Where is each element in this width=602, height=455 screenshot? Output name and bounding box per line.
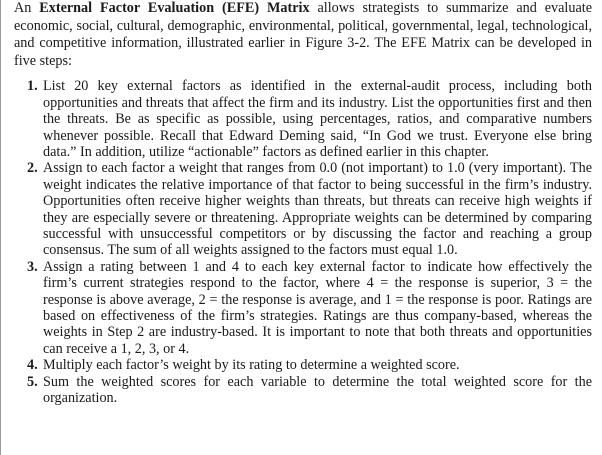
step-item-2 (27, 160, 592, 258)
step-item-5 (27, 374, 592, 407)
step-number: 2. (27, 160, 38, 177)
step-number: 5. (27, 373, 38, 390)
step-item-3 (27, 259, 592, 357)
intro-paragraph (14, 0, 592, 70)
step-number: 4. (27, 357, 38, 374)
intro-prefix: An (14, 0, 40, 16)
step-text: Multiply each factor’s weight by its rating to determine a weighted score. (43, 357, 460, 374)
step-text: Assign to each factor a weight that ranges from 0.0 (not important) to 1.0 (very important). The weight indicates the relative importance of that factor to being successful in the firm’s industry. Opportunities often receive higher weights than threats, but threats can receive high weights if they are especially severe or threatening. Appropriate weights can be determined by comparing successful with unsuccessful competitors or by discussing the factor and reaching a group consensus. The sum of all weights assigned to the factors must equal 1.0. (43, 160, 592, 259)
step-text: Assign a rating between 1 and 4 to each key external factor to indicate how effectively the firm’s current strategies respond to the factor, where 4 = the response is superior, 3 = the response is above average, 2 = the response is average, and 1 = the response is poor. Ratings are based on effectiveness of the firm’s strategies. Ratings are thus company-based, whereas the weights in Step 2 are industry-based. It is important to note that both threats and opportunities can receive a 1, 2, 3, or 4. (43, 258, 592, 357)
steps-list (14, 78, 592, 406)
step-number: 1. (27, 78, 38, 95)
efe-matrix-term: External Factor Evaluation (EFE) Matrix (39, 0, 310, 16)
step-item-1 (27, 78, 592, 160)
step-number: 3. (27, 258, 38, 275)
step-text: Sum the weighted scores for each variable to determine the total weighted score for the organization. (43, 373, 592, 407)
step-item-4 (27, 357, 592, 373)
intro-text: allows strategists to summarize and evaluate economic, social, cultural, demographic, environmental, political, governmental, legal, technological, and competitive information, illustrated earlier in Figure 3-2. The EFE Matrix can be developed in five steps: (14, 0, 592, 69)
step-text: List 20 key external factors as identified in the external-audit process, including both opportunities and threats that affect the firm and its industry. List the opportunities first and then the threats. Be as specific as possible, using percentages, ratios, and comparative numbers whenever possible. Recall that Edward Deming said, “In God we trust. Everyone else bring data.” In addition, utilize “actionable” factors as defined earlier in this chapter. (43, 78, 592, 160)
